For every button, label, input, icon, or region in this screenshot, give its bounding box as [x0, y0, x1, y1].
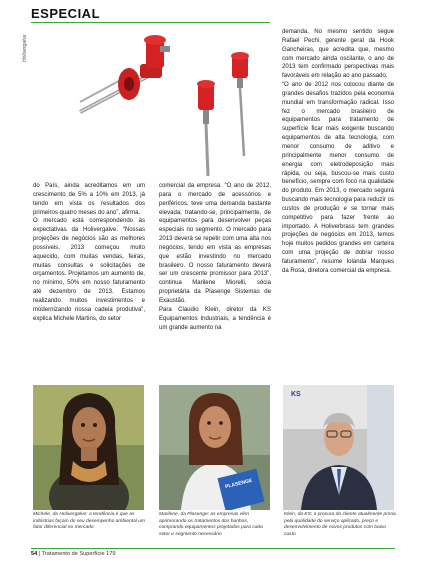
- text-column-2: [159, 182, 271, 332]
- footer-separator: |: [38, 551, 42, 557]
- sensor-probe-medium: [197, 80, 215, 176]
- caption-2: Marilene, da Plasenge: as empresas vêm aprimorando os tratamentos dos banhos, comprando equipamentos projetados para cada setor e segmento necessário: [159, 512, 263, 537]
- photo-klein: [283, 385, 394, 510]
- photo-marilene: [159, 385, 270, 510]
- photo-credit: Holivergalve: [22, 34, 28, 62]
- product-illustration: [36, 26, 272, 178]
- banner-text: KS: [291, 391, 301, 398]
- header-rule: [31, 22, 270, 23]
- publication-name: Tratamento de Superfície 179: [41, 551, 116, 557]
- photo-michele: [33, 385, 144, 510]
- text-column-1: [33, 182, 145, 324]
- section-title: ESPECIAL: [31, 6, 101, 21]
- caption-3: Klein, da KS: a procura do cliente atualmente prima pela qualidade do serviço aplicado, preço e desenvolvimento de novos produtos com baixo custo: [284, 512, 396, 537]
- footer: [31, 551, 116, 557]
- sensor-probe-small: [231, 52, 249, 156]
- paragraph: comercial da empresa. “O ano de 2012, para o mercado de acessórios e periféricos, teve uma demanda bastante elevada, tratando-se, principalmente, de equipamentos para desenvolver peças especiais no segmento. O mercado para 2013 deverá se repetir com uma alta nos negócios, tendo em vista as empresas que estão investindo no mercado brasileiro. O nosso faturamento deverá ser um crescente promissor para 2013”, continua Marilene Miorelli, sócia proprietária da Plasenge Sistemas de Exaustão.: [159, 183, 271, 304]
- sensor-probe-large: [80, 35, 170, 112]
- paragraph: do País, ainda acreditamos em um crescimento de 5% a 10% em 2013, já tendo em vista os resultados dos primeiros quatro meses do ano”, afirma.: [33, 183, 145, 216]
- footer-rule: [31, 548, 395, 549]
- text-column-3: [282, 28, 394, 276]
- paragraph: O mercado está correspondendo às expectativas da Holivergalve. “Nossas projeções de negócios são as melhores possíveis, 2013 começou muito aquecido, com muitas vendas, feiras, muitas consultas e solicitações de orçamentos. Projetamos um aumento de, no mínimo, 50% em nosso faturamento até dezembro de 2013. Estamos realizando muitos investimentos e modernizando nossa cadeia produtiva”, explica Michele Martins, do setor: [33, 218, 145, 322]
- page-number: 54: [31, 551, 38, 557]
- paragraph: demanda. No mesmo sentido segue Rafael Pechi, gerente geral da Hook Gancheiras, que acredita que, mesmo com mercado ainda oscilante, o ano de 2013 tem confirmado perspectivas mais favoráveis em relação ao ano passado.: [282, 29, 394, 80]
- paragraph: “O ano de 2012 nos colocou diante de grandes desafios trazidos pela economia mundial em transformação radical. Isso fez o mercado brasileiro de equipamentos para tratamento de superfície ficar mais exigente buscando equipamentos de alta tecnologia, com menor consumo de aditivo e principalmente menor consumo de energia com eletrodeposição mais rápida, ou seja, buscou-se mais custo benefício, sempre com foco na qualidade do produto. Em 2013, o mercado seguirá buscando mais tecnologia para reduzir os custos de produção e se tornar mais competitivo para fazer frente ao importado. A Holiverbrass tem grandes projeções de negócios em 2013, temos hoje muitos pedidos grandes em carteira com uma projeção de dobrar nosso faturamento”, resume Iolanda Marques da Rosa, diretora comercial da empresa.: [282, 82, 394, 274]
- caption-1: Michele, da Holivergalve: a tendência é que as indústrias façam do seu desempenho ambiental um fator diferencial no mercado: [33, 512, 146, 530]
- paragraph: Para Claudio Klein, diretor da KS Equipamentos Industriais, a tendência é um grande aumento na: [159, 306, 271, 331]
- sign-text: PLASENGE: [224, 477, 253, 491]
